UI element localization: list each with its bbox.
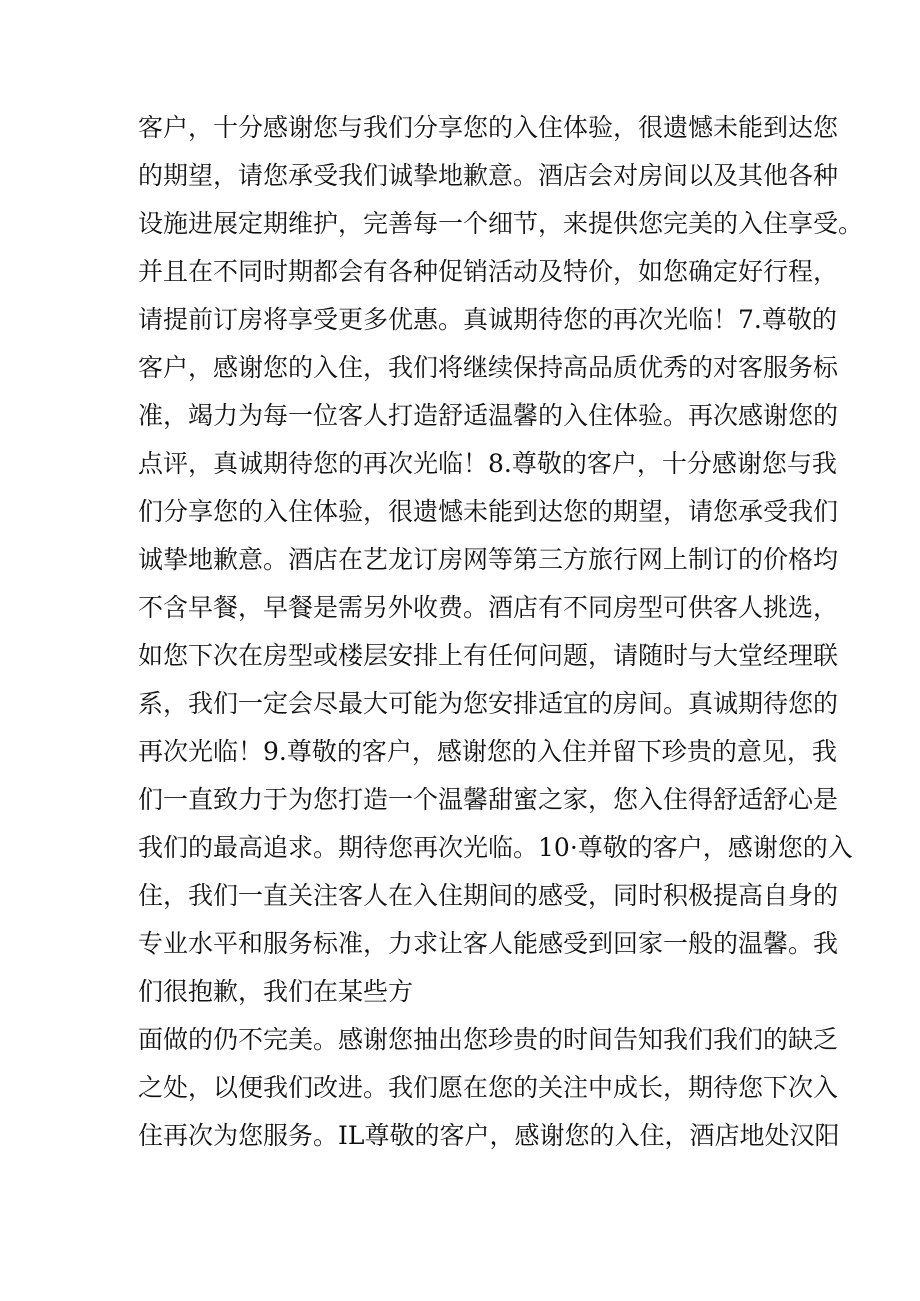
text-line: 设施进展定期维护，完善每一个细节，来提供您完美的入住享受。 [138, 209, 864, 238]
text-line: 如您下次在房型或楼层安排上有任何问题，请随时与大堂经理联 [138, 641, 839, 670]
text-line: 们一直致力于为您打造一个温馨甜蜜之家，您入住得舒适舒心是 [138, 785, 839, 814]
text-line: 不含早餐，早餐是需另外收费。酒店有不同房型可供客人挑选， [138, 593, 839, 622]
text-line: 面做的仍不完美。感谢您抽出您珍贵的时间告知我们我们的缺乏 [138, 1025, 839, 1054]
text-line: 们分享您的入住体验，很遗憾未能到达您的期望，请您承受我们 [138, 497, 839, 526]
text-line: 点评，真诚期待您的再次光临！8.尊敬的客户，十分感谢您与我 [138, 449, 837, 478]
text-line: 准，竭力为每一位客人打造舒适温馨的入住体验。再次感谢您的 [138, 401, 839, 430]
text-line: 客户，感谢您的入住，我们将继续保持高品质优秀的对客服务标 [138, 353, 839, 382]
text-line: 并且在不同时期都会有各种促销活动及特价，如您确定好行程， [138, 257, 839, 286]
text-line: 我们的最高追求。期待您再次光临。10·尊敬的客户，感谢您的入 [138, 833, 853, 862]
text-line: 再次光临！9.尊敬的客户，感谢您的入住并留下珍贵的意见，我 [138, 737, 837, 766]
text-line: 住，我们一直关注客人在入住期间的感受，同时积极提高自身的 [138, 881, 839, 910]
text-line: 系，我们一定会尽最大可能为您安排适宜的房间。真诚期待您的 [138, 689, 839, 718]
text-line: 专业水平和服务标准，力求让客人能感受到回家一般的温馨。我 [138, 929, 839, 958]
text-line: 住再次为您服务。IL尊敬的客户，感谢您的入住，酒店地处汉阳 [138, 1121, 840, 1150]
text-line: 请提前订房将享受更多优惠。真诚期待您的再次光临！7.尊敬的 [138, 305, 837, 334]
text-line: 诚挚地歉意。酒店在艺龙订房网等第三方旅行网上制订的价格均 [138, 545, 839, 574]
text-line: 客户，十分感谢您与我们分享您的入住体验，很遗憾未能到达您 [138, 113, 839, 142]
text-line: 的期望，请您承受我们诚挚地歉意。酒店会对房间以及其他各种 [138, 161, 839, 190]
text-line: 们很抱歉，我们在某些方 [138, 977, 414, 1006]
text-line: 之处，以便我们改进。我们愿在您的关注中成长，期待您下次入 [138, 1073, 839, 1102]
